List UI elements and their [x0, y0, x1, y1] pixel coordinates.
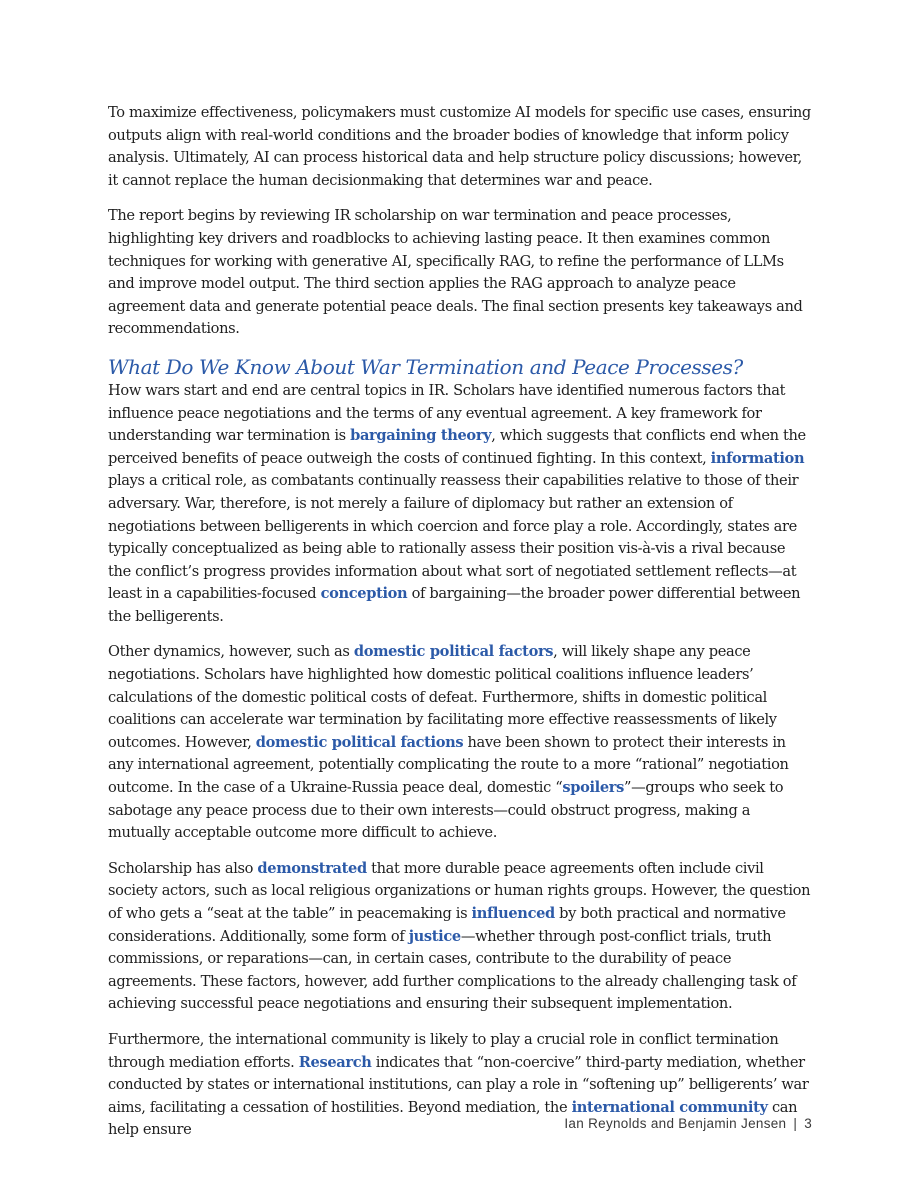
footer-separator: | — [793, 1116, 798, 1131]
paragraph-text: that more durable peace agreements often include civil society actors, such as local religious organizations or human rights groups. However, the question of who gets a “seat at the table” in peacemaking is — [108, 859, 811, 922]
footer-authors: Ian Reynolds and Benjamin Jensen — [564, 1116, 787, 1131]
section-heading: What Do We Know About War Termination and Peace Processes? — [108, 354, 743, 379]
paragraph-text: by both practical and normative considerations. Additionally, some form of — [108, 905, 786, 945]
page-number: 3 — [804, 1116, 812, 1131]
link-spoilers[interactable]: spoilers — [562, 779, 624, 797]
body-paragraph — [108, 641, 812, 844]
link-information[interactable]: information — [710, 449, 805, 467]
section-paragraphs — [108, 380, 812, 1142]
paragraph-text: Scholarship has also — [108, 859, 258, 877]
paragraph-text: can help ensure — [108, 1098, 798, 1139]
paragraph-text: —whether through post-conflict trials, truth commissions, or reparations—can, in certain cases, contribute to the durability of peace agreements. These factors, however, add further complications to the already challenging task of achieving successful peace negotiations and ensuring their subsequent implementation. — [108, 927, 797, 1013]
link-research[interactable]: Research — [298, 1053, 372, 1071]
paragraph-text: Other dynamics, however, such as — [108, 643, 354, 661]
paragraph-text: plays a critical role, as combatants continually reassess their capabilities relative to those of their adversary. War, therefore, is not merely a failure of diplomacy but rather an extension of negotiations between belligerents in which coercion and force play a role. Accordingly, states are typically conceptualized as being able to rationally assess their position vis-à-vis a rival because the conflict’s progress provides information about what sort of negotiated settlement reflects—at least in a capabilities-focused — [108, 472, 799, 603]
page-body — [108, 102, 812, 1155]
link-demonstrated[interactable]: demonstrated — [257, 859, 367, 877]
body-paragraph — [108, 858, 812, 1016]
paragraph-text: of bargaining—the broader power differential between the belligerents. — [108, 585, 801, 625]
paragraph-text: To maximize effectiveness, policymakers must customize AI models for specific use cases, ensuring outputs align with real-world conditions and the broader bodies of knowledge that inform policy analysis. Ultimately, AI can process historical data and help structure policy discussions; however, it cannot replace the human decisionmaking that determines war and peace. — [108, 104, 811, 189]
link-international-community[interactable]: international community — [571, 1098, 768, 1116]
link-bargaining-theory[interactable]: bargaining theory — [350, 427, 492, 445]
link-domestic-political-factions[interactable]: domestic political factions — [255, 733, 464, 751]
paragraph-text: indicates that “non-coercive” third-party mediation, whether conducted by states or international institutions, can play a role in “softening up” belligerents’ war aims, facilitating a cessation of hostilities. Beyond mediation, the — [108, 1053, 809, 1116]
link-justice[interactable]: justice — [408, 927, 461, 945]
intro-paragraphs — [108, 102, 812, 341]
paragraph-text: have been shown to protect their interests in any international agreement, potentially complicating the route to a more “rational” negotiation outcome. In the case of a Ukraine-Russia peace deal, domestic “ — [108, 733, 789, 797]
link-domestic-political-factors[interactable]: domestic political factors — [353, 643, 554, 661]
link-conception[interactable]: conception — [320, 585, 408, 603]
link-influenced[interactable]: influenced — [471, 905, 555, 922]
paragraph-text: Furthermore, the international community is likely to play a crucial role in conflict termination through mediation efforts. — [108, 1030, 779, 1071]
page-footer — [564, 1116, 812, 1131]
paragraph-text: , which suggests that conflicts end when the perceived benefits of peace outweigh the costs of continued fighting. In this context, — [108, 427, 806, 467]
paragraph-text: , will likely shape any peace negotiations. Scholars have highlighted how domestic political coalitions influence leaders’ calculations of the domestic political costs of defeat. Furthermore, shifts in domestic political coalitions can accelerate war termination by facilitating more effective reassessments of likely outcomes. However, — [108, 643, 777, 751]
body-paragraph — [108, 380, 812, 629]
paragraph-text: ”—groups who seek to sabotage any peace process due to their own interests—could obstruct progress, making a mutually acceptable outcome more difficult to achieve. — [108, 779, 784, 842]
body-paragraph — [108, 102, 812, 192]
body-paragraph — [108, 205, 812, 341]
paragraph-text: The report begins by reviewing IR scholarship on war termination and peace processes, highlighting key drivers and roadblocks to achieving lasting peace. It then examines common techniques for working with generative AI, specifically RAG, to refine the performance of LLMs and improve model output. The third section applies the RAG approach to analyze peace agreement data and generate potential peace deals. The final section presents key takeaways and recommendations. — [108, 207, 803, 338]
paragraph-text: How wars start and end are central topics in IR. Scholars have identified numerous factors that influence peace negotiations and the terms of any eventual agreement. A key framework for understanding war termination is — [108, 381, 786, 445]
